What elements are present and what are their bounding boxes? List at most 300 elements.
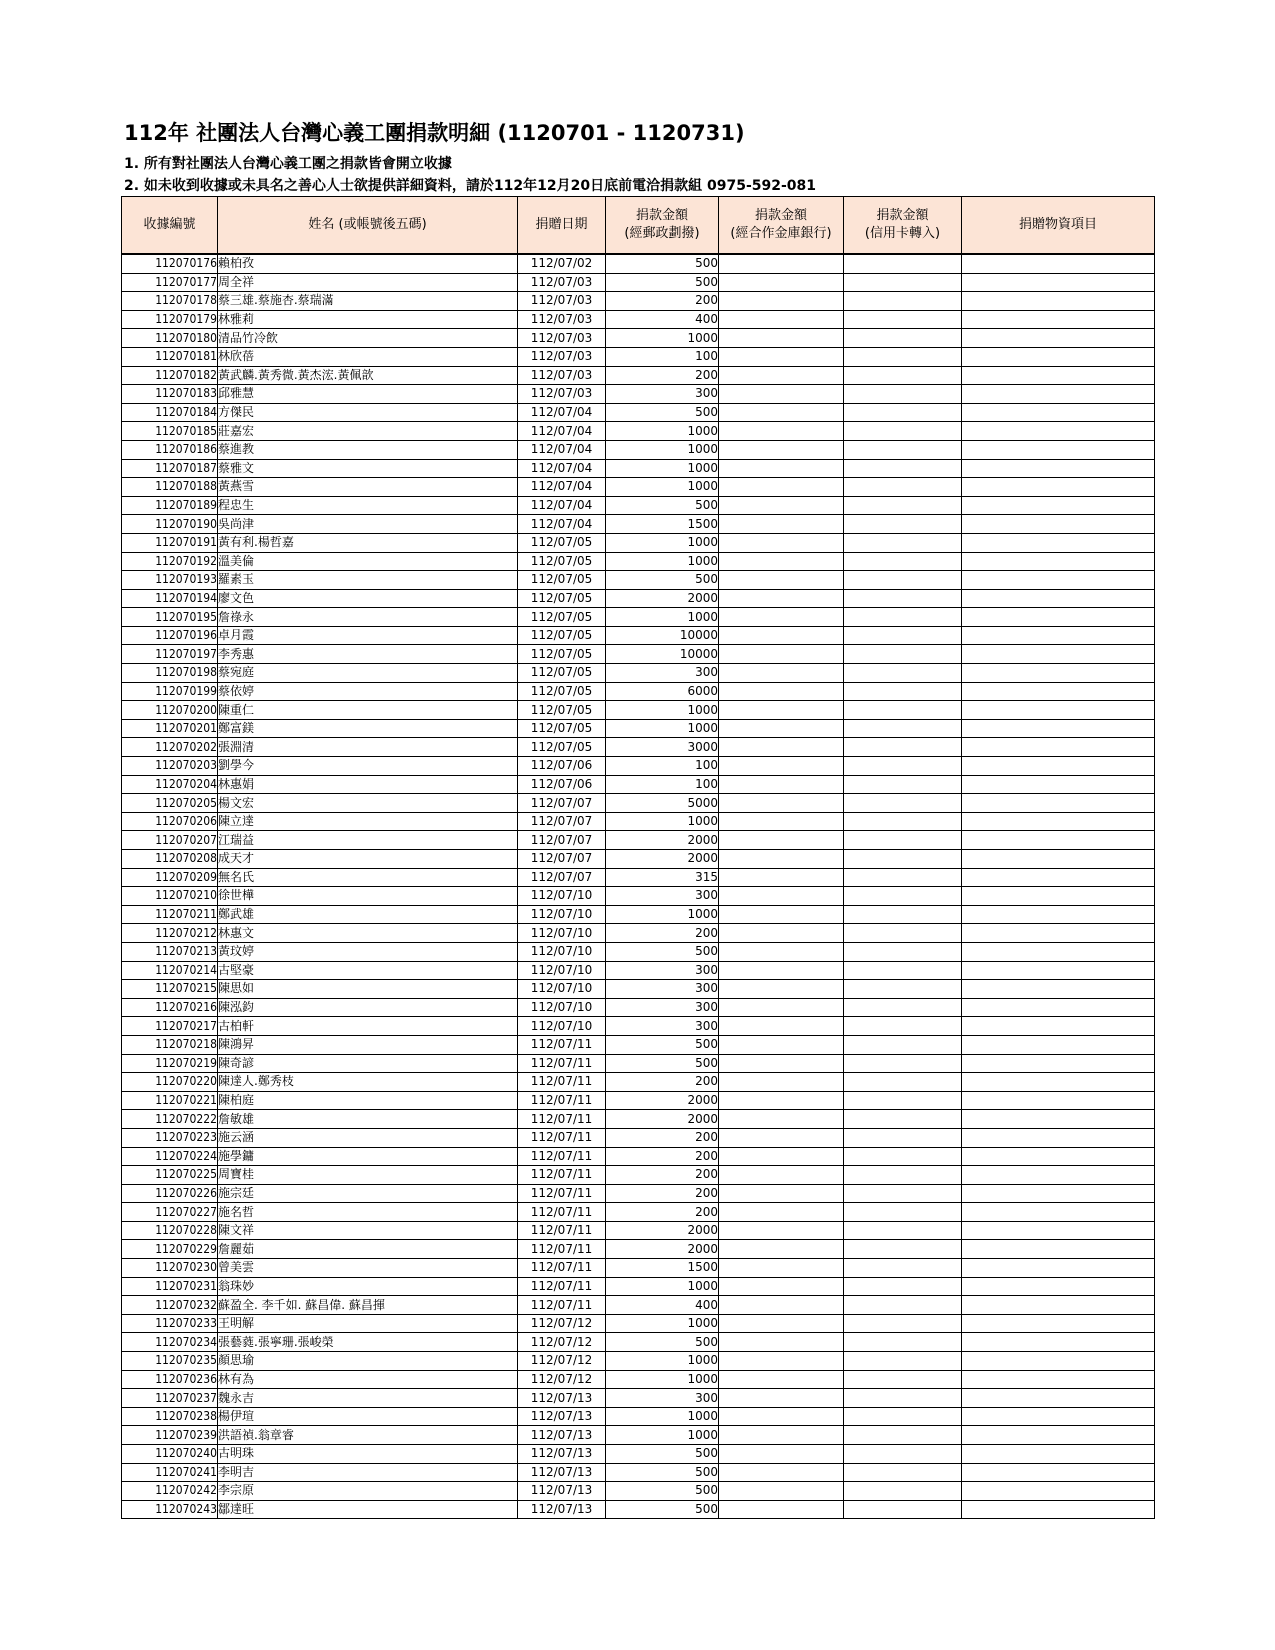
donation-date-cell: 112/07/04 [518,440,606,459]
donor-name-cell: 張淵清 [218,738,518,757]
donation-date-cell: 112/07/03 [518,310,606,329]
receipt-no-cell: 112070201 [122,719,218,738]
donation-date-cell: 112/07/05 [518,738,606,757]
card-amount-cell [844,831,962,850]
postal-amount-cell: 10000 [606,626,719,645]
postal-amount-cell: 500 [606,254,719,273]
receipt-no-cell: 112070231 [122,1277,218,1296]
bank-amount-cell [719,1017,844,1036]
table-row [122,571,1155,590]
postal-amount-cell: 1000 [606,1277,719,1296]
header-bank-line2: (經合作金庫銀行) [730,226,832,241]
goods-cell [962,310,1155,329]
table-row [122,980,1155,999]
donor-name-cell: 古柏軒 [218,1017,518,1036]
donation-date-cell: 112/07/11 [518,1166,606,1185]
card-amount-cell [844,868,962,887]
bank-amount-cell [719,1184,844,1203]
donation-date-cell: 112/07/05 [518,645,606,664]
donation-date-cell: 112/07/07 [518,850,606,869]
card-amount-cell [844,496,962,515]
postal-amount-cell: 200 [606,366,719,385]
receipt-no-cell: 112070196 [122,626,218,645]
table-row [122,887,1155,906]
donation-date-cell: 112/07/05 [518,626,606,645]
goods-cell [962,515,1155,534]
table-row [122,831,1155,850]
donor-name-cell: 羅素玉 [218,571,518,590]
donor-name-cell: 陳奇諺 [218,1054,518,1073]
postal-amount-cell: 1000 [606,719,719,738]
table-row [122,1277,1155,1296]
bank-amount-cell [719,533,844,552]
donation-date-cell: 112/07/06 [518,757,606,776]
donor-name-cell: 黃有利.楊哲嘉 [218,533,518,552]
table-row [122,1407,1155,1426]
donation-date-cell: 112/07/05 [518,571,606,590]
donor-name-cell: 洪語禎.翁章睿 [218,1426,518,1445]
donation-date-cell: 112/07/05 [518,589,606,608]
table-row [122,738,1155,757]
donor-name-cell: 賴柏孜 [218,254,518,273]
bank-amount-cell [719,1110,844,1129]
bank-amount-cell [719,347,844,366]
postal-amount-cell: 1000 [606,1314,719,1333]
bank-amount-cell [719,310,844,329]
bank-amount-cell [719,1128,844,1147]
bank-amount-cell [719,1445,844,1464]
bank-amount-cell [719,552,844,571]
table-row [122,1128,1155,1147]
postal-amount-cell: 500 [606,1054,719,1073]
table-body [122,254,1155,1519]
goods-cell [962,812,1155,831]
goods-cell [962,292,1155,311]
table-row [122,422,1155,441]
goods-cell [962,1054,1155,1073]
goods-cell [962,1110,1155,1129]
goods-cell [962,1407,1155,1426]
receipt-no-cell: 112070194 [122,589,218,608]
receipt-no-cell: 112070224 [122,1147,218,1166]
donation-date-cell: 112/07/13 [518,1426,606,1445]
table-row [122,1426,1155,1445]
header-card-amount [844,197,962,255]
receipt-no-cell: 112070211 [122,905,218,924]
donation-date-cell: 112/07/10 [518,980,606,999]
card-amount-cell [844,1277,962,1296]
postal-amount-cell: 500 [606,1482,719,1501]
table-row [122,1370,1155,1389]
donation-date-cell: 112/07/11 [518,1203,606,1222]
postal-amount-cell: 3000 [606,738,719,757]
goods-cell [962,1035,1155,1054]
donation-date-cell: 112/07/11 [518,1147,606,1166]
table-row [122,589,1155,608]
table-row [122,1221,1155,1240]
donor-name-cell: 張藝蕤.張寧珊.張峻榮 [218,1333,518,1352]
donor-name-cell: 蔡雅文 [218,459,518,478]
card-amount-cell [844,1389,962,1408]
postal-amount-cell: 2000 [606,1221,719,1240]
donor-name-cell: 鄒達旺 [218,1500,518,1519]
receipt-no-cell: 112070195 [122,608,218,627]
bank-amount-cell [719,905,844,924]
receipt-no-cell: 112070234 [122,1333,218,1352]
goods-cell [962,850,1155,869]
card-amount-cell [844,310,962,329]
bank-amount-cell [719,1333,844,1352]
donor-name-cell: 李宗原 [218,1482,518,1501]
card-amount-cell [844,1426,962,1445]
header-card-line2: (信用卡轉入) [864,226,941,241]
postal-amount-cell: 500 [606,942,719,961]
donor-name-cell: 程忠生 [218,496,518,515]
donation-date-cell: 112/07/11 [518,1073,606,1092]
card-amount-cell [844,440,962,459]
goods-cell [962,757,1155,776]
donor-name-cell: 詹敏雄 [218,1110,518,1129]
donor-name-cell: 林惠娟 [218,775,518,794]
donation-date-cell: 112/07/04 [518,422,606,441]
donor-name-cell: 黃玟婷 [218,942,518,961]
receipt-no-cell: 112070189 [122,496,218,515]
receipt-no-cell: 112070191 [122,533,218,552]
card-amount-cell [844,701,962,720]
table-row [122,924,1155,943]
donor-name-cell: 蔡三雄.蔡施杏.蔡瑞滿 [218,292,518,311]
donor-name-cell: 周全祥 [218,273,518,292]
goods-cell [962,1314,1155,1333]
donor-name-cell: 陳鴻昇 [218,1035,518,1054]
receipt-no-cell: 112070214 [122,961,218,980]
bank-amount-cell [719,924,844,943]
bank-amount-cell [719,1035,844,1054]
goods-cell [962,626,1155,645]
bank-amount-cell [719,1500,844,1519]
receipt-no-cell: 112070240 [122,1445,218,1464]
header-name: 姓名 (或帳號後五碼) [218,197,518,255]
goods-cell [962,571,1155,590]
receipt-no-cell: 112070190 [122,515,218,534]
receipt-no-cell: 112070213 [122,942,218,961]
table-row [122,1073,1155,1092]
receipt-no-cell: 112070217 [122,1017,218,1036]
table-row [122,496,1155,515]
table-row [122,850,1155,869]
goods-cell [962,1333,1155,1352]
card-amount-cell [844,998,962,1017]
postal-amount-cell: 300 [606,385,719,404]
card-amount-cell [844,1370,962,1389]
bank-amount-cell [719,850,844,869]
donation-date-cell: 112/07/03 [518,385,606,404]
postal-amount-cell: 200 [606,292,719,311]
receipt-no-cell: 112070188 [122,478,218,497]
card-amount-cell [844,887,962,906]
donor-name-cell: 古堅豪 [218,961,518,980]
goods-cell [962,366,1155,385]
table-row [122,645,1155,664]
card-amount-cell [844,1147,962,1166]
receipt-no-cell: 112070180 [122,329,218,348]
table-row [122,478,1155,497]
card-amount-cell [844,719,962,738]
card-amount-cell [844,1463,962,1482]
donation-date-cell: 112/07/05 [518,608,606,627]
bank-amount-cell [719,961,844,980]
table-row [122,515,1155,534]
donation-date-cell: 112/07/10 [518,998,606,1017]
receipt-no-cell: 112070183 [122,385,218,404]
goods-cell [962,1500,1155,1519]
bank-amount-cell [719,254,844,273]
postal-amount-cell: 200 [606,1128,719,1147]
table-row [122,310,1155,329]
card-amount-cell [844,589,962,608]
table-row [122,1482,1155,1501]
card-amount-cell [844,366,962,385]
donor-name-cell: 邱雅慧 [218,385,518,404]
table-row [122,1500,1155,1519]
bank-amount-cell [719,1314,844,1333]
bank-amount-cell [719,1073,844,1092]
receipt-no-cell: 112070192 [122,552,218,571]
donation-date-cell: 112/07/05 [518,533,606,552]
table-row [122,1203,1155,1222]
postal-amount-cell: 200 [606,1184,719,1203]
postal-amount-cell: 200 [606,1166,719,1185]
card-amount-cell [844,385,962,404]
card-amount-cell [844,924,962,943]
table-row [122,942,1155,961]
table-row [122,998,1155,1017]
bank-amount-cell [719,1296,844,1315]
bank-amount-cell [719,571,844,590]
donation-date-cell: 112/07/03 [518,366,606,385]
table-row [122,403,1155,422]
header-bank-line1: 捐款金額 [754,208,807,223]
goods-cell [962,980,1155,999]
goods-cell [962,1128,1155,1147]
donation-date-cell: 112/07/07 [518,794,606,813]
table-row [122,273,1155,292]
receipt-no-cell: 112070199 [122,682,218,701]
postal-amount-cell: 500 [606,1463,719,1482]
card-amount-cell [844,608,962,627]
postal-amount-cell: 500 [606,1035,719,1054]
table-row [122,1259,1155,1278]
table-row [122,775,1155,794]
postal-amount-cell: 1000 [606,1407,719,1426]
postal-amount-cell: 100 [606,775,719,794]
header-postal-amount [606,197,719,255]
table-row [122,552,1155,571]
receipt-no-cell: 112070176 [122,254,218,273]
table-row [122,1445,1155,1464]
donor-name-cell: 林欣蓓 [218,347,518,366]
goods-cell [962,664,1155,683]
table-row [122,1184,1155,1203]
card-amount-cell [844,1296,962,1315]
table-row [122,1352,1155,1371]
donation-date-cell: 112/07/07 [518,831,606,850]
receipt-no-cell: 112070237 [122,1389,218,1408]
donation-date-cell: 112/07/10 [518,1017,606,1036]
card-amount-cell [844,292,962,311]
table-row [122,868,1155,887]
postal-amount-cell: 300 [606,887,719,906]
bank-amount-cell [719,1091,844,1110]
card-amount-cell [844,533,962,552]
goods-cell [962,794,1155,813]
goods-cell [962,961,1155,980]
goods-cell [962,422,1155,441]
card-amount-cell [844,1333,962,1352]
bank-amount-cell [719,1370,844,1389]
donation-date-cell: 112/07/11 [518,1128,606,1147]
postal-amount-cell: 200 [606,924,719,943]
card-amount-cell [844,1184,962,1203]
bank-amount-cell [719,1352,844,1371]
receipt-no-cell: 112070179 [122,310,218,329]
receipt-no-cell: 112070239 [122,1426,218,1445]
table-row [122,459,1155,478]
note-contact: 2. 如未收到收據或未具名之善心人士欲提供詳細資料，請於112年12月20日底前電洽捐款組 0975-592-081 [124,178,817,194]
donor-name-cell: 卓月霞 [218,626,518,645]
card-amount-cell [844,682,962,701]
goods-cell [962,719,1155,738]
goods-cell [962,496,1155,515]
goods-cell [962,1445,1155,1464]
bank-amount-cell [719,515,844,534]
table-row [122,812,1155,831]
table-row [122,1463,1155,1482]
donor-name-cell: 陳達人.鄭秀枝 [218,1073,518,1092]
donation-date-cell: 112/07/11 [518,1240,606,1259]
postal-amount-cell: 1500 [606,515,719,534]
donor-name-cell: 詹麗茹 [218,1240,518,1259]
table-row [122,905,1155,924]
bank-amount-cell [719,1203,844,1222]
bank-amount-cell [719,738,844,757]
goods-cell [962,478,1155,497]
table-row [122,385,1155,404]
receipt-no-cell: 112070202 [122,738,218,757]
donation-date-cell: 112/07/07 [518,812,606,831]
receipt-no-cell: 112070232 [122,1296,218,1315]
card-amount-cell [844,1091,962,1110]
donor-name-cell: 王明解 [218,1314,518,1333]
donor-name-cell: 無名氏 [218,868,518,887]
postal-amount-cell: 500 [606,571,719,590]
donation-date-cell: 112/07/13 [518,1500,606,1519]
donation-date-cell: 112/07/10 [518,924,606,943]
donation-date-cell: 112/07/10 [518,905,606,924]
header-date: 捐贈日期 [518,197,606,255]
goods-cell [962,385,1155,404]
postal-amount-cell: 1000 [606,440,719,459]
goods-cell [962,273,1155,292]
bank-amount-cell [719,403,844,422]
card-amount-cell [844,961,962,980]
donation-date-cell: 112/07/12 [518,1352,606,1371]
table-row [122,757,1155,776]
table-row [122,1240,1155,1259]
receipt-no-cell: 112070198 [122,664,218,683]
donor-name-cell: 施學鏞 [218,1147,518,1166]
donor-name-cell: 溫美倫 [218,552,518,571]
receipt-no-cell: 112070238 [122,1407,218,1426]
donor-name-cell: 江瑞益 [218,831,518,850]
receipt-no-cell: 112070208 [122,850,218,869]
postal-amount-cell: 1000 [606,812,719,831]
donation-date-cell: 112/07/12 [518,1370,606,1389]
bank-amount-cell [719,1166,844,1185]
donation-date-cell: 112/07/10 [518,961,606,980]
receipt-no-cell: 112070193 [122,571,218,590]
goods-cell [962,682,1155,701]
receipt-no-cell: 112070185 [122,422,218,441]
receipt-no-cell: 112070182 [122,366,218,385]
donor-name-cell: 陳立達 [218,812,518,831]
bank-amount-cell [719,794,844,813]
donation-date-cell: 112/07/05 [518,664,606,683]
bank-amount-cell [719,292,844,311]
card-amount-cell [844,254,962,273]
donation-date-cell: 112/07/05 [518,701,606,720]
table-row [122,292,1155,311]
postal-amount-cell: 1000 [606,1370,719,1389]
card-amount-cell [844,850,962,869]
bank-amount-cell [719,1389,844,1408]
donor-name-cell: 魏永吉 [218,1389,518,1408]
receipt-no-cell: 112070220 [122,1073,218,1092]
goods-cell [962,1463,1155,1482]
receipt-no-cell: 112070207 [122,831,218,850]
bank-amount-cell [719,589,844,608]
donor-name-cell: 施名哲 [218,1203,518,1222]
card-amount-cell [844,1073,962,1092]
postal-amount-cell: 1000 [606,329,719,348]
receipt-no-cell: 112070235 [122,1352,218,1371]
receipt-no-cell: 112070206 [122,812,218,831]
postal-amount-cell: 300 [606,664,719,683]
card-amount-cell [844,1203,962,1222]
goods-cell [962,1091,1155,1110]
postal-amount-cell: 2000 [606,1110,719,1129]
goods-cell [962,1259,1155,1278]
postal-amount-cell: 100 [606,347,719,366]
postal-amount-cell: 300 [606,998,719,1017]
bank-amount-cell [719,440,844,459]
postal-amount-cell: 1000 [606,1352,719,1371]
postal-amount-cell: 315 [606,868,719,887]
postal-amount-cell: 1000 [606,905,719,924]
goods-cell [962,459,1155,478]
receipt-no-cell: 112070227 [122,1203,218,1222]
goods-cell [962,1184,1155,1203]
card-amount-cell [844,329,962,348]
postal-amount-cell: 1000 [606,1426,719,1445]
table-row [122,719,1155,738]
receipt-no-cell: 112070178 [122,292,218,311]
postal-amount-cell: 500 [606,1445,719,1464]
goods-cell [962,831,1155,850]
postal-amount-cell: 500 [606,496,719,515]
bank-amount-cell [719,1277,844,1296]
header-receipt-no: 收據編號 [122,197,218,255]
